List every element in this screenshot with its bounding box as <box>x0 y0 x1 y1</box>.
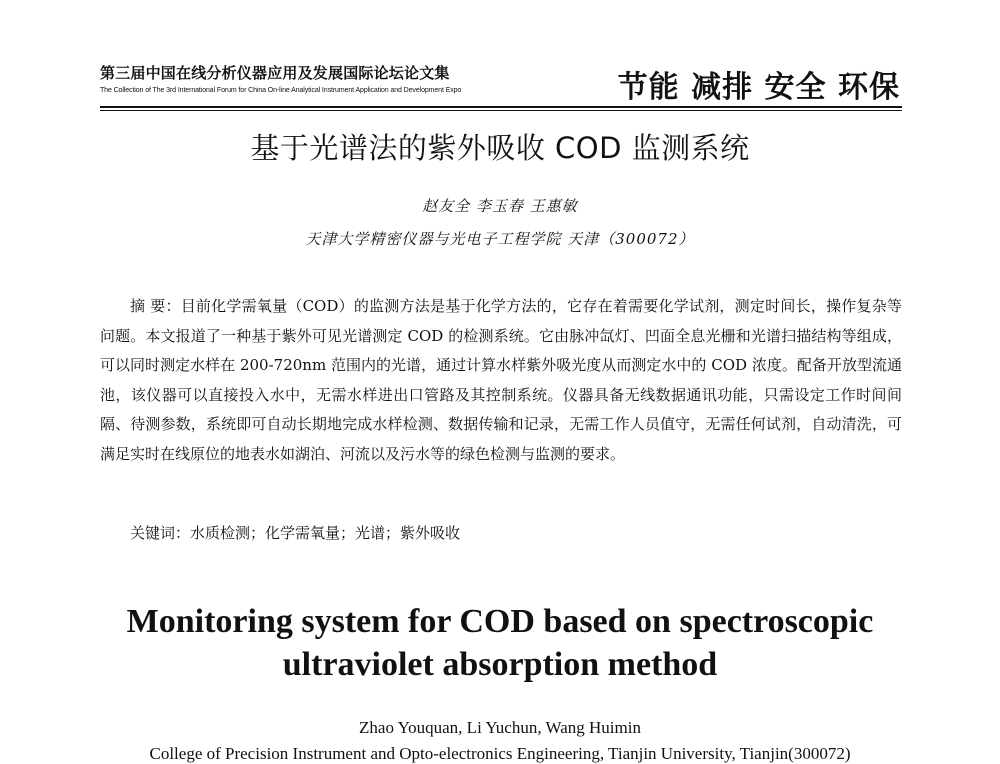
abstract-zh: 摘 要：目前化学需氧量（COD）的监测方法是基于化学方法的，它存在着需要化学试剂，测定时间长，操作复杂等问题。本文报道了一种基于紫外可见光谱测定 COD 的检测系统。它由脉冲氙灯、凹面全息光栅和光谱扫描结构等组成，可以同时测定水样在 200-720nm 范围内的光谱，通过计算水样紫外吸光度从而测定水中的 COD 浓度。配备开放型流通池，该仪器可以直接投入水中，无需水样进出口管路及其控制系统。仪器具备无线数据通讯功能，只需设定工作时间间隔、待测参数，系统即可自动长期地完成水样检测、数据传输和记录，无需工作人员值守，无需任何试剂，自动清洗，可满足实时在线原位的地表水如湖泊、河流以及污水等的绿色检测与监测的要求。 <box>100 297 902 463</box>
paper-title-en-line1: Monitoring system for COD based on spectroscopic <box>126 603 874 640</box>
authors-zh: 赵友全 李玉春 王惠敏 <box>422 197 578 215</box>
header-divider <box>100 106 902 111</box>
collection-title-zh: 第三届中国在线分析仪器应用及发展国际论坛论文集 <box>100 64 450 82</box>
affiliation-zh: 天津大学精密仪器与光电子工程学院 天津（300072） <box>305 230 695 248</box>
collection-title-en: The Collection of The 3rd International Forum for China On-line Analytical Instrument Application and Development Expo <box>100 87 462 94</box>
affiliation-en: College of Precision Instrument and Opto-electronics Engineering, Tianjin University, Tianjin(300072) <box>149 744 851 763</box>
collection-info <box>100 62 461 94</box>
authors-en: Zhao Youquan, Li Yuchun, Wang Huimin <box>359 718 641 737</box>
page-header <box>100 62 900 104</box>
paper-title-en <box>0 600 1000 686</box>
keywords-zh: 关键词：水质检测；化学需氧量；光谱；紫外吸收 <box>130 524 461 542</box>
paper-title-zh: 基于光谱法的紫外吸收 COD 监测系统 <box>250 131 750 165</box>
paper-title-en-line2: ultraviolet absorption method <box>282 646 718 683</box>
header-slogan: 节能 减排 安全 环保 <box>617 70 900 105</box>
